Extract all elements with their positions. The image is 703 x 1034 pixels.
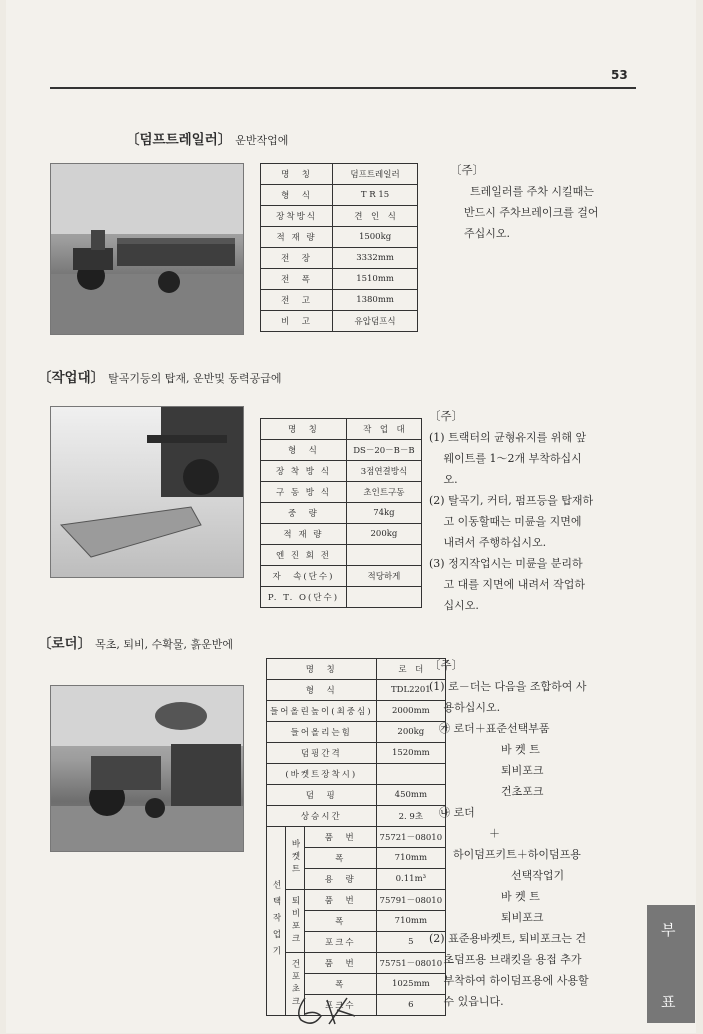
dump-trailer-notes: 〔주〕 트레일러를 주차 시킬때는 반드시 주차브레이크를 걸어 주십시오. [450, 160, 650, 244]
spec-cell: 품 번 [305, 953, 377, 974]
spec-cell: 덤핑간격 [267, 743, 377, 764]
spec-row [267, 743, 446, 764]
spec-cell: 명 칭 [267, 659, 377, 680]
spec-row [267, 785, 446, 806]
loader-photo [50, 685, 244, 852]
note-line: ㉮ 로더＋표준선택부품 [439, 722, 550, 735]
spec-cell: 형 식 [267, 680, 377, 701]
spec-cell: 포크수 [305, 932, 377, 953]
spec-cell: 5 [376, 932, 446, 953]
spec-cell: 3점연결방식 [346, 461, 421, 482]
spec-row [261, 524, 422, 545]
spec-cell: 75751－08010 [376, 953, 446, 974]
dump-trailer-spec-table [260, 163, 418, 332]
section-loader-title: 〔로더〕 목초, 퇴비, 수확물, 흙운반에 [38, 636, 233, 652]
spec-cell: 들어올리는힘 [267, 722, 377, 743]
spec-cell: 선택작업기 [267, 827, 286, 1016]
work-platform-notes: 〔주〕 (1) 트랙터의 균형유지를 위해 앞 웨이트를 1～2개 부착하십시 오. (2) 탈곡기, 커터, 펌프등을 탑재하 고 이동할때는 미륜을 지면에 내려서 주행하십시오. (3) 정지작업시는 미륜을 분리하 고 대를 지면에 내려서 작업하 십시오. [429, 406, 654, 616]
spec-cell: 2000mm [376, 701, 446, 722]
note-line: 퇴비포크 [501, 911, 544, 924]
spec-cell: 1500kg [333, 227, 418, 248]
spec-cell: 퇴비포크 [286, 890, 305, 953]
spec-cell: 200kg [346, 524, 421, 545]
spec-cell: 전 장 [261, 248, 333, 269]
spec-cell: 형 식 [261, 185, 333, 206]
spec-cell: 폭 [305, 848, 377, 869]
spec-cell [346, 545, 421, 566]
spec-row [267, 722, 446, 743]
spec-row [261, 566, 422, 587]
spec-cell: 작 업 대 [346, 419, 421, 440]
document-page [6, 0, 696, 1033]
note-line: 오. [429, 473, 458, 486]
spec-cell: 품 번 [305, 890, 377, 911]
note-line: 초덤프용 브래킷을 용접 추가 [429, 953, 582, 966]
note-line: 바 켓 트 [501, 890, 540, 903]
spec-cell: 200kg [376, 722, 446, 743]
spec-cell: 엔 진 회 전 [261, 545, 347, 566]
spec-cell: 1510mm [333, 269, 418, 290]
spec-row [261, 587, 422, 608]
spec-cell: 로 더 [376, 659, 446, 680]
spec-cell: 폭 [305, 974, 377, 995]
spec-row [267, 953, 446, 974]
loader-spec-table [266, 658, 446, 1016]
handwritten-page-mark [291, 990, 361, 1030]
spec-row [261, 311, 418, 332]
spec-cell [346, 587, 421, 608]
spec-cell: P. T. O(단수) [261, 587, 347, 608]
note-line: (2) 탈곡기, 커터, 펌프등을 탑재하 [429, 494, 594, 507]
note-line: 선택작업기 [511, 869, 565, 882]
spec-cell: 1520mm [376, 743, 446, 764]
spec-cell: 견 인 식 [333, 206, 418, 227]
spec-cell: T R 15 [333, 185, 418, 206]
spec-cell: 중 량 [261, 503, 347, 524]
work-platform-spec-table [260, 418, 422, 608]
spec-row [261, 461, 422, 482]
spec-cell: 초인트구동 [346, 482, 421, 503]
spec-cell: 전 고 [261, 290, 333, 311]
spec-cell: 명 칭 [261, 164, 333, 185]
note-line: 용하십시오. [429, 701, 501, 714]
appendix-side-tab [647, 905, 695, 1023]
note-line: 고 대를 지면에 내려서 작업하 [429, 578, 585, 591]
section-work-platform-title: 〔작업대〕 탈곡기등의 탑재, 운반및 동력공급에 [38, 370, 282, 386]
note-line: 하이덤프키트＋하이덤프용 [453, 848, 581, 861]
note-line: ＋ [489, 827, 500, 840]
spec-row [261, 269, 418, 290]
spec-cell: 적 재 량 [261, 227, 333, 248]
spec-cell: 폭 [305, 911, 377, 932]
spec-row [261, 185, 418, 206]
spec-cell: 450mm [376, 785, 446, 806]
note-line: 고 이동할때는 미륜을 지면에 [429, 515, 582, 528]
spec-row [267, 701, 446, 722]
spec-row [267, 659, 446, 680]
spec-cell: 3332mm [333, 248, 418, 269]
spec-row [267, 806, 446, 827]
spec-cell: 6 [376, 995, 446, 1016]
spec-row [261, 248, 418, 269]
spec-cell: 형 식 [261, 440, 347, 461]
spec-row [261, 419, 422, 440]
spec-cell: 적 재 량 [261, 524, 347, 545]
spec-cell: TDL2201 [376, 680, 446, 701]
spec-row [261, 482, 422, 503]
note-line: 반드시 주차브레이크를 걸어 [464, 206, 599, 219]
note-line: (2) 표준용바켓트, 퇴비포크는 건 [429, 932, 587, 945]
spec-cell: 구 동 방 식 [261, 482, 347, 503]
spec-row [261, 545, 422, 566]
spec-cell: 바켓트 [286, 827, 305, 890]
dump-trailer-photo [50, 163, 244, 335]
spec-cell: 1025mm [376, 974, 446, 995]
spec-cell: DS－20－B－B [346, 440, 421, 461]
spec-cell: 적당하게 [346, 566, 421, 587]
spec-row [261, 440, 422, 461]
note-line: (3) 정지작업시는 미륜을 분리하 [429, 557, 583, 570]
spec-cell: 들어올린높이(최중심) [267, 701, 377, 722]
spec-cell: 건포초크 [286, 953, 305, 1016]
note-line: 주십시오. [464, 227, 511, 240]
side-tab-char-2: 표 [661, 993, 676, 1011]
spec-cell: 유압덤프식 [333, 311, 418, 332]
spec-cell: 비 고 [261, 311, 333, 332]
spec-cell: 710mm [376, 911, 446, 932]
note-line: 트레일러를 주차 시킬때는 [470, 185, 594, 198]
spec-cell: 장착방식 [261, 206, 333, 227]
note-line: 퇴비포크 [501, 764, 544, 777]
side-tab-char-1: 부 [661, 921, 676, 939]
note-line: 부착하여 하이덤프용에 사용할 [429, 974, 589, 987]
spec-cell: 덤 핑 [267, 785, 377, 806]
spec-cell: 장 착 방 식 [261, 461, 347, 482]
spec-row [267, 680, 446, 701]
spec-cell: 75791－08010 [376, 890, 446, 911]
spec-cell: 710mm [376, 848, 446, 869]
note-line: 십시오. [429, 599, 479, 612]
page-number: 53 [611, 68, 628, 82]
spec-row [267, 890, 446, 911]
spec-row [261, 290, 418, 311]
note-line: ㉯ 로더 [439, 806, 475, 819]
spec-row [261, 503, 422, 524]
spec-cell: 명 칭 [261, 419, 347, 440]
note-line: 내려서 주행하십시오. [429, 536, 547, 549]
note-line: 웨이트를 1～2개 부착하십시 [429, 452, 582, 465]
spec-row [261, 206, 418, 227]
note-line: 수 있읍니다. [429, 995, 504, 1008]
header-rule [50, 87, 636, 89]
spec-cell: 0.11m³ [376, 869, 446, 890]
note-line: (1) 트랙터의 균형유지를 위해 앞 [429, 431, 587, 444]
spec-cell: 1380mm [333, 290, 418, 311]
spec-cell: 전 폭 [261, 269, 333, 290]
work-platform-photo [50, 406, 244, 578]
spec-cell: 상승시간 [267, 806, 377, 827]
spec-cell: 74kg [346, 503, 421, 524]
note-line: 건초포크 [501, 785, 544, 798]
spec-cell: 2. 9초 [376, 806, 446, 827]
section-dump-trailer-title: 〔덤프트레일러〕 운반작업에 [126, 132, 289, 148]
spec-cell: 품 번 [305, 827, 377, 848]
spec-cell: (바켓트장착시) [267, 764, 377, 785]
spec-cell: 덤프트레일러 [333, 164, 418, 185]
spec-row [267, 764, 446, 785]
spec-cell: 용 량 [305, 869, 377, 890]
spec-row [261, 164, 418, 185]
spec-cell: 자 속(단수) [261, 566, 347, 587]
note-line: 바 켓 트 [501, 743, 540, 756]
note-line: (1) 로－더는 다음을 조합하여 사 [429, 680, 587, 693]
spec-row [261, 227, 418, 248]
spec-row [267, 827, 446, 848]
spec-cell: 포크수 [305, 995, 377, 1016]
spec-cell: 75721－08010 [376, 827, 446, 848]
loader-notes: 〔주〕 (1) 로－더는 다음을 조합하여 사 용하십시오. ㉮ 로더＋표준선택부품 바 켓 트 퇴비포크 건초포크 ㉯ 로더 ＋ 하이덤프키트＋하이덤프용 선택작업기 바 켓 트 퇴비포크 (2) 표준용바켓트, 퇴비포크는 건 초덤프용 브래킷을 용접 추가 부착하여 하이덤프용에 사용할 수 있읍니다. [429, 655, 654, 1012]
